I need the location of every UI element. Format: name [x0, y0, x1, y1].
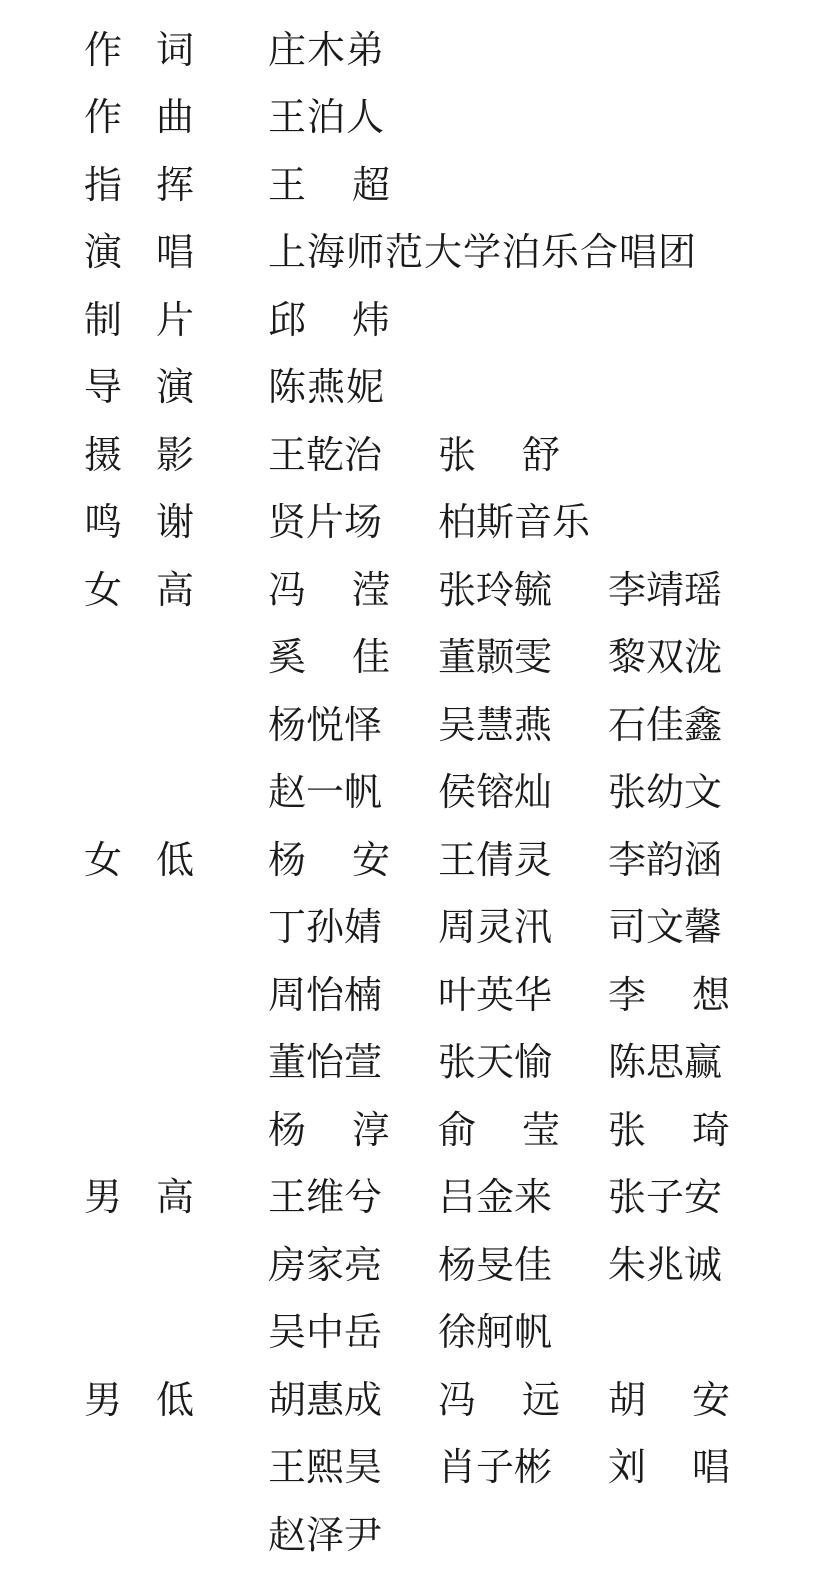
person-name-text: 侯镕灿 [438, 770, 553, 815]
role-label [84, 421, 194, 489]
person-name-text: 黎双泷 [608, 635, 723, 680]
person-name [268, 219, 697, 287]
person-name [608, 1029, 722, 1097]
person-name [438, 1096, 560, 1164]
role-char: 挥 [156, 162, 195, 207]
credits-list [0, 16, 816, 1569]
person-name-text: 朱兆诚 [608, 1242, 723, 1287]
credit-row [0, 1029, 816, 1097]
role-label [84, 556, 194, 624]
person-name-text: 邱 炜 [268, 297, 390, 342]
person-name [608, 1231, 722, 1299]
person-name-text: 陈思赢 [608, 1040, 723, 1085]
role-label [84, 1501, 194, 1569]
person-name-text: 张子安 [608, 1175, 723, 1220]
person-name [438, 1231, 552, 1299]
person-name-text: 王倩灵 [438, 837, 553, 882]
person-name [268, 556, 390, 624]
role-char: 女 [84, 567, 123, 612]
person-name [608, 826, 722, 894]
person-name [438, 961, 552, 1029]
role-char: 词 [156, 27, 195, 72]
role-char: 影 [156, 432, 195, 477]
role-char: 高 [156, 1175, 195, 1220]
role-char: 高 [156, 567, 195, 612]
person-name-text: 杨悦怿 [268, 702, 383, 747]
role-label [84, 1231, 194, 1299]
person-name-text: 胡 安 [608, 1377, 730, 1422]
person-name-text: 吴慧燕 [438, 702, 553, 747]
role-label [84, 354, 194, 422]
role-label [84, 1029, 194, 1097]
person-name [268, 286, 390, 354]
role-label [84, 219, 194, 287]
person-name [268, 354, 385, 422]
person-name-text: 王乾治 [268, 432, 383, 477]
person-name [608, 556, 722, 624]
role-char: 男 [84, 1377, 123, 1422]
credit-row [0, 826, 816, 894]
role-label [84, 826, 194, 894]
role-label [84, 286, 194, 354]
person-name-text: 赵泽尹 [268, 1512, 383, 1557]
credit-row [0, 759, 816, 827]
credit-row [0, 624, 816, 692]
credit-row [0, 286, 816, 354]
person-name [268, 826, 390, 894]
person-name-text: 李韵涵 [608, 837, 723, 882]
role-char: 女 [84, 837, 123, 882]
person-name [438, 894, 552, 962]
person-name-text: 刘 唱 [608, 1445, 730, 1490]
credit-row [0, 961, 816, 1029]
person-name-text: 丁孙婧 [268, 905, 383, 950]
person-name-text: 俞 莹 [438, 1107, 560, 1152]
person-name [268, 489, 382, 557]
person-name-text: 张幼文 [608, 770, 723, 815]
credit-row [0, 489, 816, 557]
person-name [608, 624, 722, 692]
person-name-text: 石佳鑫 [608, 702, 723, 747]
person-name [438, 1299, 552, 1367]
credit-row [0, 894, 816, 962]
person-name [608, 1434, 730, 1502]
person-name [438, 489, 590, 557]
person-name [268, 1501, 382, 1569]
person-name-text: 周怡楠 [268, 972, 383, 1017]
role-char: 男 [84, 1175, 123, 1220]
person-name-text: 张天愉 [438, 1040, 553, 1085]
person-name [608, 759, 722, 827]
person-name [268, 894, 382, 962]
person-name [268, 1299, 382, 1367]
role-char: 作 [84, 95, 123, 140]
person-name-text: 叶英华 [438, 972, 553, 1017]
person-name-text: 杨旻佳 [438, 1242, 553, 1287]
role-label [84, 759, 194, 827]
person-name [268, 1029, 382, 1097]
person-name [438, 624, 552, 692]
person-name [268, 421, 382, 489]
person-name-text: 杨 淳 [268, 1107, 390, 1152]
role-char: 谢 [156, 500, 195, 545]
credit-row [0, 1366, 816, 1434]
person-name-text: 周灵汛 [438, 905, 553, 950]
person-name-text: 王 超 [268, 162, 390, 207]
credit-row [0, 1164, 816, 1232]
credit-row [0, 691, 816, 759]
role-char: 片 [156, 297, 195, 342]
role-char: 作 [84, 27, 123, 72]
person-name [268, 1231, 382, 1299]
person-name [608, 1366, 730, 1434]
person-name [608, 1164, 722, 1232]
person-name-text: 冯 远 [438, 1377, 560, 1422]
person-name-text: 杨 安 [268, 837, 390, 882]
role-label [84, 489, 194, 557]
person-name [608, 894, 722, 962]
person-name-text: 司文馨 [608, 905, 723, 950]
credit-row [0, 1501, 816, 1569]
role-label [84, 1096, 194, 1164]
person-name [268, 1366, 382, 1434]
person-name [608, 1096, 730, 1164]
person-name [438, 1366, 560, 1434]
person-name-text: 肖子彬 [438, 1445, 553, 1490]
credit-row [0, 1299, 816, 1367]
person-name [438, 691, 552, 759]
person-name-text: 赵一帆 [268, 770, 383, 815]
credit-row [0, 556, 816, 624]
person-name-text: 奚 佳 [268, 635, 390, 680]
person-name [268, 1164, 382, 1232]
person-name [438, 1029, 552, 1097]
person-name [438, 1164, 552, 1232]
person-name-text: 王维兮 [268, 1175, 383, 1220]
role-char: 唱 [156, 230, 195, 275]
credit-row [0, 421, 816, 489]
person-name-text: 李靖瑶 [608, 567, 723, 612]
role-label [84, 894, 194, 962]
person-name [268, 1096, 390, 1164]
role-char: 低 [156, 1377, 195, 1422]
person-name-text: 张 舒 [438, 432, 560, 477]
person-name-text: 吴中岳 [268, 1310, 383, 1355]
person-name-text: 王熙昊 [268, 1445, 383, 1490]
person-name-text: 张玲毓 [438, 567, 553, 612]
role-char: 导 [84, 365, 123, 410]
role-label [84, 16, 194, 84]
person-name [608, 961, 730, 1029]
person-name [268, 624, 390, 692]
person-name-text: 吕金来 [438, 1175, 553, 1220]
credit-row [0, 151, 816, 219]
person-name [438, 421, 560, 489]
person-name-text: 庄木弟 [268, 27, 386, 72]
person-name-text: 房家亮 [268, 1242, 383, 1287]
credit-row [0, 16, 816, 84]
person-name [268, 16, 385, 84]
person-name [268, 84, 385, 152]
person-name-text: 徐舸帆 [438, 1310, 553, 1355]
role-label [84, 84, 194, 152]
person-name [268, 961, 382, 1029]
person-name [268, 759, 382, 827]
person-name-text: 冯 滢 [268, 567, 390, 612]
person-name-text: 贤片场 [268, 500, 383, 545]
credit-row [0, 219, 816, 287]
person-name [438, 759, 552, 827]
role-char: 指 [84, 162, 123, 207]
role-char: 演 [156, 365, 195, 410]
person-name [438, 1434, 552, 1502]
person-name [438, 826, 552, 894]
credit-row [0, 84, 816, 152]
role-char: 制 [84, 297, 123, 342]
role-label [84, 624, 194, 692]
credit-row [0, 354, 816, 422]
role-label [84, 1299, 194, 1367]
role-char: 曲 [156, 95, 195, 140]
person-name-text: 张 琦 [608, 1107, 730, 1152]
person-name [438, 556, 552, 624]
person-name-text: 董怡萱 [268, 1040, 383, 1085]
person-name [268, 151, 390, 219]
person-name-text: 陈燕妮 [268, 365, 386, 410]
role-label [84, 1164, 194, 1232]
credit-row [0, 1096, 816, 1164]
person-name [268, 691, 382, 759]
credit-row [0, 1434, 816, 1502]
role-label [84, 1366, 194, 1434]
role-char: 演 [84, 230, 123, 275]
person-name-text: 王泊人 [268, 95, 386, 140]
person-name [608, 691, 722, 759]
person-name [268, 1434, 382, 1502]
person-name-text: 李 想 [608, 972, 730, 1017]
role-char: 低 [156, 837, 195, 882]
role-char: 摄 [84, 432, 123, 477]
role-label [84, 151, 194, 219]
role-label [84, 961, 194, 1029]
role-label [84, 1434, 194, 1502]
role-char: 鸣 [84, 500, 123, 545]
credit-row [0, 1231, 816, 1299]
role-label [84, 691, 194, 759]
person-name-text: 董颢雯 [438, 635, 553, 680]
person-name-text: 柏斯音乐 [438, 500, 591, 545]
person-name-text: 上海师范大学泊乐合唱团 [268, 230, 698, 275]
person-name-text: 胡惠成 [268, 1377, 383, 1422]
